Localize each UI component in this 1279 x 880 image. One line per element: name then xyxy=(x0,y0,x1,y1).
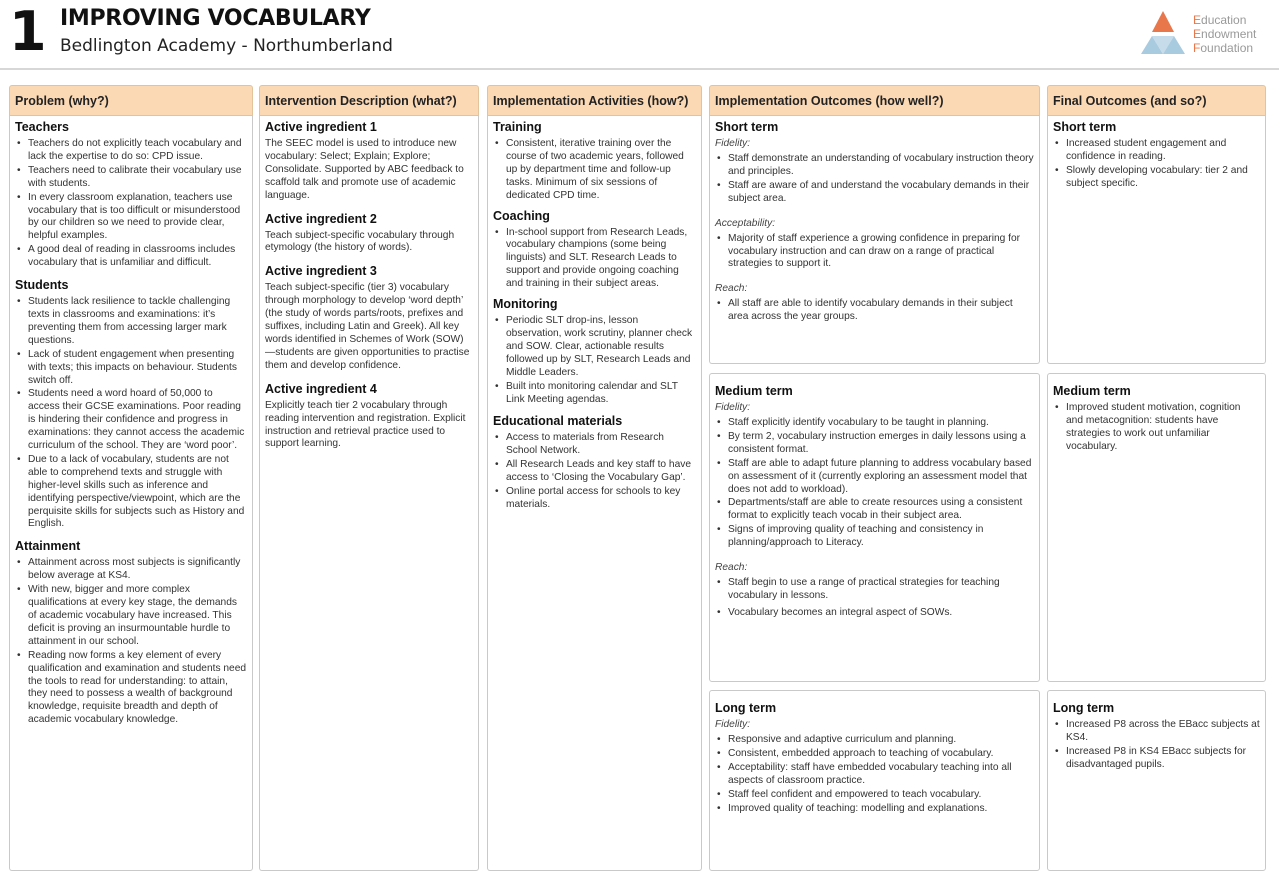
term-title: Short term xyxy=(1053,120,1117,134)
list-item: • Consistent, iterative training over the course of two academic years, followed up by department time and follow-up tasks. Minimum of six sessions of dedicated CPD time. xyxy=(493,138,696,203)
list-item: • Acceptability: staff have embedded vocabulary teaching into all aspects of classroom practice. xyxy=(715,762,1034,788)
list-item: • Slowly developing vocabulary: tier 2 and subject specific. xyxy=(1053,165,1260,191)
page-header xyxy=(0,0,1279,70)
list-item: • All staff are able to identify vocabulary demands in their subject area across the year groups. xyxy=(715,298,1034,324)
list-item: • Responsive and adaptive curriculum and planning. xyxy=(715,734,1034,747)
list-item: • In-school support from Research Leads, vocabulary champions (some being linguists) and SLT. Research Leads to support and provide ongoing coaching and training in their subject areas. xyxy=(493,227,696,292)
fidelity-list xyxy=(715,417,1034,550)
list-item: • Staff demonstrate an understanding of vocabulary instruction theory and principles. xyxy=(715,153,1034,179)
term-title: Long term xyxy=(715,701,777,715)
term-title: Medium term xyxy=(1053,384,1131,398)
fidelity-label: Fidelity: xyxy=(715,719,751,730)
section-text: The SEEC model is used to introduce new vocabulary: Select; Explain; Explore; Consolidate. Supported by ABC feedback to scaffold talk and promote use of academic language. xyxy=(265,138,464,201)
list-item: • Students need a word hoard of 50,000 to access their GCSE examinations. Poor reading is hindering their confidence and progress in examinations: they cannot access the academic curriculum of the school. They are ‘word poor’. xyxy=(15,388,247,453)
intervention-column-heading: Intervention Description (what?) xyxy=(259,85,479,116)
list-item: • Students lack resilience to tackle challenging texts in classrooms and examinations: it’s preventing them from accessing larger mark questions. xyxy=(15,296,247,348)
list-item: • Staff are able to adapt future planning to address vocabulary based on assessment of it (currently exploring an assessment model that does not add to workload). xyxy=(715,458,1034,497)
section-title: Coaching xyxy=(493,208,550,223)
coaching-list xyxy=(493,227,696,292)
fidelity-list xyxy=(715,734,1034,815)
section-title: Educational materials xyxy=(493,414,623,429)
list-item: • Increased student engagement and confidence in reading. xyxy=(1053,138,1260,164)
list-item: • A good deal of reading in classrooms includes vocabulary that is unfamiliar and difficult. xyxy=(15,244,247,270)
fidelity-label: Fidelity: xyxy=(715,138,751,149)
section-text: Teach subject-specific (tier 3) vocabulary through morphology to develop ‘word depth’ (the study of words parts/roots, prefixes and suffixes, including Latin and Greek). All key words identified in Schemes of Work (SOW)—students are given opportunities to practise them and develop confidence. xyxy=(265,282,470,371)
section-title: Training xyxy=(493,120,542,134)
activities-column xyxy=(487,116,702,871)
list-item: • Improved quality of teaching: modelling and explanations. xyxy=(715,803,1034,816)
training-list xyxy=(493,138,696,203)
term-title: Short term xyxy=(715,120,779,134)
list-item: • By term 2, vocabulary instruction emerges in daily lessons using a consistent format. xyxy=(715,431,1034,457)
logo-text: Education Endowment Foundation xyxy=(1193,13,1257,55)
list-item: • Periodic SLT drop-ins, lesson observation, work scrutiny, planner check and SOW. Clear, actionable results followed up by SLT, Research Leads and Middle Leaders. xyxy=(493,315,696,380)
list-item: • Staff begin to use a range of practical strategies for teaching vocabulary in lessons. xyxy=(715,577,1034,603)
list-item: • Increased P8 in KS4 EBacc subjects for disadvantaged pupils. xyxy=(1053,746,1260,772)
list-item: • Attainment across most subjects is significantly below average at KS4. xyxy=(15,557,247,583)
section-title: Teachers xyxy=(15,120,69,134)
final-outcomes-column-heading: Final Outcomes (and so?) xyxy=(1047,85,1266,116)
reach-list xyxy=(715,577,1034,620)
page-subtitle: Bedlington Academy - Northumberland xyxy=(60,36,393,56)
list-item: • Staff explicitly identify vocabulary to be taught in planning. xyxy=(715,417,1034,430)
page-title: IMPROVING VOCABULARY xyxy=(60,6,371,31)
final-long-term-box xyxy=(1047,690,1266,871)
section-title: Active ingredient 2 xyxy=(265,211,377,226)
section-title: Active ingredient 1 xyxy=(265,120,377,134)
list-item: • Teachers need to calibrate their vocabulary use with students. xyxy=(15,165,247,191)
list-item: • Majority of staff experience a growing confidence in preparing for vocabulary instruction and can draw on a range of practical strategies to support it. xyxy=(715,233,1034,272)
list-item: • Increased P8 across the EBacc subjects at KS4. xyxy=(1053,719,1260,745)
impl-short-term-box xyxy=(709,116,1040,364)
list-item: • Departments/staff are able to create resources using a consistent format to explicitly teach vocab in their subject area. xyxy=(715,497,1034,523)
monitoring-list xyxy=(493,315,696,406)
final-short-term-box xyxy=(1047,116,1266,364)
list-item: • Signs of improving quality of teaching and consistency in planning/approach to Literacy. xyxy=(715,524,1034,550)
medium-term-list xyxy=(1053,402,1260,454)
eef-logo xyxy=(1140,10,1270,58)
list-item: • Staff are aware of and understand the vocabulary demands in their subject area. xyxy=(715,180,1034,206)
list-item: • Improved student motivation, cognition and metacognition: students have strategies to work out unfamiliar vocabulary. xyxy=(1053,402,1260,454)
list-item: • Vocabulary becomes an integral aspect of SOWs. xyxy=(715,607,1034,620)
acceptability-list xyxy=(715,233,1034,272)
impl-medium-term-box xyxy=(709,373,1040,682)
problem-column-heading: Problem (why?) xyxy=(9,85,253,116)
list-item: • Lack of student engagement when presenting with texts; this impacts on behaviour. Students switch off. xyxy=(15,349,247,388)
list-item: • Access to materials from Research School Network. xyxy=(493,432,696,458)
section-title: Monitoring xyxy=(493,297,558,312)
section-title: Students xyxy=(15,278,69,293)
section-text: Explicitly teach tier 2 vocabulary through reading intervention and registration. Explicit instruction and retrieval practice used to support learning. xyxy=(265,399,466,450)
impl-outcomes-column-heading: Implementation Outcomes (how well?) xyxy=(709,85,1040,116)
list-item: • Online portal access for schools to key materials. xyxy=(493,486,696,512)
problem-column xyxy=(9,116,253,871)
term-title: Long term xyxy=(1053,701,1115,715)
section-title: Active ingredient 4 xyxy=(265,381,377,396)
term-title: Medium term xyxy=(715,384,793,398)
attainment-list xyxy=(15,557,247,727)
list-item: • Reading now forms a key element of every qualification and examination and students need the tools to read for understanding: to attain, they need to possess a wealth of background knowledge, requisite breadth and depth of academic vocabulary knowledge. xyxy=(15,650,247,727)
reach-label: Reach: xyxy=(715,283,748,295)
short-term-list xyxy=(1053,138,1260,191)
final-medium-term-box xyxy=(1047,373,1266,682)
fidelity-label: Fidelity: xyxy=(715,402,751,413)
materials-list xyxy=(493,432,696,511)
page-number: 1 xyxy=(9,0,47,63)
list-item: • Built into monitoring calendar and SLT Link Meeting agendas. xyxy=(493,381,696,407)
reach-label: Reach: xyxy=(715,562,748,574)
list-item: • In every classroom explanation, teachers use vocabulary that is too difficult or misunderstood by our children so we need to provide clear, helpful examples. xyxy=(15,192,247,244)
list-item: • Consistent, embedded approach to teaching of vocabulary. xyxy=(715,748,1034,761)
reach-list xyxy=(715,298,1034,324)
long-term-list xyxy=(1053,719,1260,772)
impl-long-term-box xyxy=(709,690,1040,871)
list-item: • All Research Leads and key staff to have access to ‘Closing the Vocabulary Gap’. xyxy=(493,459,696,485)
teachers-list xyxy=(15,138,247,270)
section-title: Attainment xyxy=(15,539,81,554)
section-title: Active ingredient 3 xyxy=(265,264,377,279)
triangles-logo-icon xyxy=(1140,10,1186,56)
intervention-column xyxy=(259,116,479,871)
fidelity-list xyxy=(715,153,1034,206)
list-item: • Staff feel confident and empowered to teach vocabulary. xyxy=(715,789,1034,802)
list-item: • With new, bigger and more complex qualifications at every key stage, the demands of academic vocabulary have increased. This deficit is proving an insurmountable hurdle to attainment in our school. xyxy=(15,584,247,649)
list-item: • Teachers do not explicitly teach vocabulary and lack the expertise to do so: CPD issue. xyxy=(15,138,247,164)
acceptability-label: Acceptability: xyxy=(715,217,776,229)
section-text: Teach subject-specific vocabulary through etymology (the history of words). xyxy=(265,229,455,254)
list-item: • Due to a lack of vocabulary, students are not able to comprehend texts and struggle with higher-level skills such as inference and identifying perspective/viewpoint, which are the perquisite skills for subjects such as History and English. xyxy=(15,454,247,531)
students-list xyxy=(15,296,247,531)
activities-column-heading: Implementation Activities (how?) xyxy=(487,85,702,116)
